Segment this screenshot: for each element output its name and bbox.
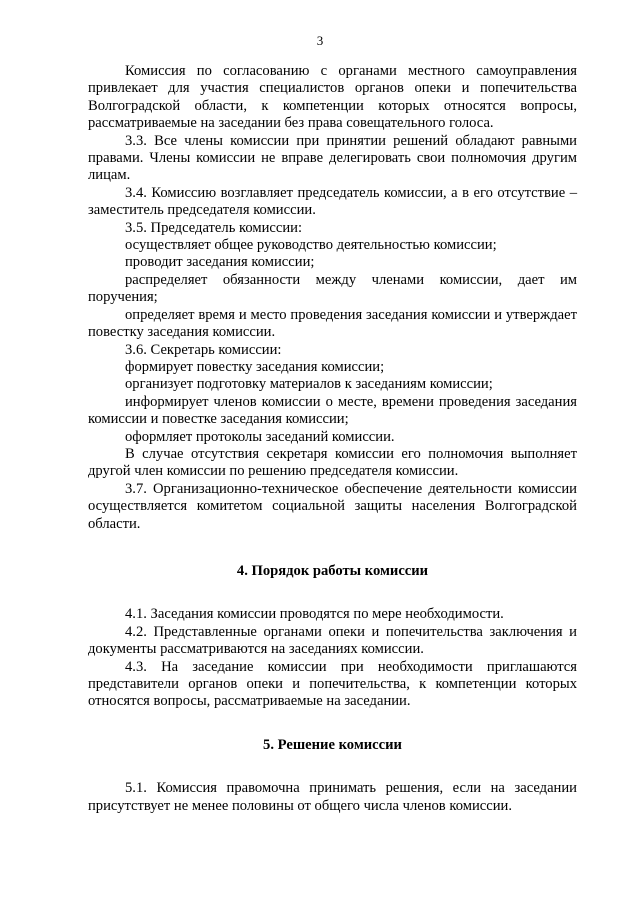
paragraph-4-3: 4.3. На заседание комиссии при необходимости приглашаются представители органов опеки и попечительства, к компетенции которых относятся вопросы, рассматриваемые на заседании. [88, 658, 577, 710]
paragraph-3-5-item-4: определяет время и место проведения заседания комиссии и утверждает повестку заседания комиссии. [88, 306, 577, 341]
paragraph-3-6: 3.6. Секретарь комиссии: [125, 341, 282, 358]
paragraph-3-5-item-1: осуществляет общее руководство деятельностью комиссии; [125, 237, 497, 254]
paragraph-3-4: 3.4. Комиссию возглавляет председатель комиссии, а в его отсутствие – заместитель председателя комиссии. [88, 184, 577, 219]
paragraph-3-5: 3.5. Председатель комиссии: [125, 219, 303, 236]
paragraph-4-2: 4.2. Представленные органами опеки и попечительства заключения и документы рассматриваются на заседаниях комиссии. [88, 623, 577, 658]
paragraph-3-5-item-3: распределяет обязанности между членами комиссии, дает им поручения; [88, 271, 577, 306]
section-5-heading: 5. Решение комиссии [263, 736, 402, 753]
paragraph-4-1: 4.1. Заседания комиссии проводятся по мере необходимости. [125, 606, 504, 623]
paragraph-3-3: 3.3. Все члены комиссии при принятии решений обладают равными правами. Члены комиссии не вправе делегировать свои полномочия другим лицам. [88, 132, 577, 184]
paragraph-3-6-item-2: организует подготовку материалов к заседаниям комиссии; [125, 376, 493, 393]
paragraph-3-6-item-4: оформляет протоколы заседаний комиссии. [125, 428, 395, 445]
paragraph-3-6-item-1: формирует повестку заседания комиссии; [125, 358, 385, 375]
paragraph-3-6-item-3: информирует членов комиссии о месте, времени проведения заседания комиссии и повестке заседания комиссии; [88, 393, 577, 428]
document-body [88, 63, 577, 815]
paragraph-3-7: 3.7. Организационно-техническое обеспечение деятельности комиссии осуществляется комитетом социальной защиты населения Волгоградской области. [88, 480, 577, 532]
paragraph-secretary-absence: В случае отсутствия секретаря комиссии его полномочия выполняет другой член комиссии по решению председателя комиссии. [88, 445, 577, 480]
paragraph-5-1: 5.1. Комиссия правомочна принимать решения, если на заседании присутствует не менее половины от общего числа членов комиссии. [88, 780, 577, 814]
paragraph-3-5-item-2: проводит заседания комиссии; [125, 254, 315, 271]
paragraph-commission-specialists: Комиссия по согласованию с органами местного самоуправления привлекает для участия специалистов органов опеки и попечительства Волгоградской области, к компетенции которых относятся вопросы, рассматриваемые на заседании без права совещательного голоса. [88, 63, 577, 132]
section-4-heading: 4. Порядок работы комиссии [236, 562, 429, 579]
page-number: 3 [316, 33, 324, 48]
